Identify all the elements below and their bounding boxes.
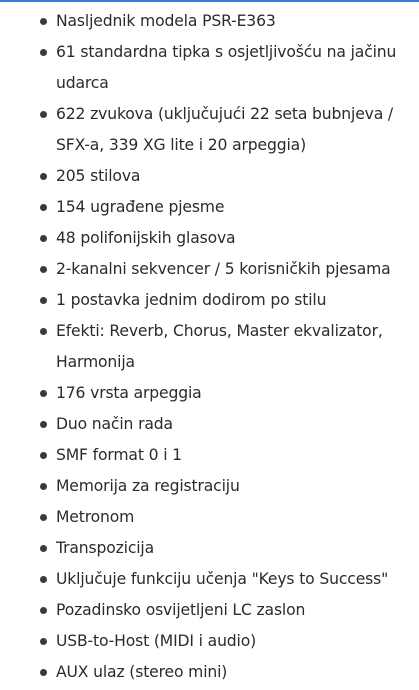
list-item-text: 154 ugrađene pjesme bbox=[56, 198, 225, 216]
list-item bbox=[0, 626, 419, 657]
bullet-icon bbox=[40, 576, 47, 583]
list-item bbox=[0, 502, 419, 533]
bullet-icon bbox=[40, 514, 47, 521]
list-item-text: Uključuje funkciju učenja "Keys to Success" bbox=[56, 570, 389, 588]
list-item bbox=[0, 440, 419, 471]
list-item-text: Efekti: Reverb, Chorus, Master ekvalizator, Harmonija bbox=[56, 322, 383, 371]
bullet-icon bbox=[40, 452, 47, 459]
list-item bbox=[0, 316, 419, 378]
list-item-text: 176 vrsta arpeggia bbox=[56, 384, 202, 402]
list-item bbox=[0, 471, 419, 502]
bullet-icon bbox=[40, 173, 47, 180]
list-item-text: 61 standardna tipka s osjetljivošću na jačinu udarca bbox=[56, 43, 397, 92]
list-item bbox=[0, 254, 419, 285]
list-item-text: Pozadinsko osvijetljeni LC zaslon bbox=[56, 601, 306, 619]
bullet-icon bbox=[40, 545, 47, 552]
list-item-text: 622 zvukova (uključujući 22 seta bubnjeva / SFX-a, 339 XG lite i 20 arpeggia) bbox=[56, 105, 394, 154]
list-item bbox=[0, 37, 419, 99]
list-item-text: SMF format 0 i 1 bbox=[56, 446, 182, 464]
list-item-text: 2-kanalni sekvencer / 5 korisničkih pjesama bbox=[56, 260, 391, 278]
list-item-text: USB-to-Host (MIDI i audio) bbox=[56, 632, 257, 650]
bullet-icon bbox=[40, 235, 47, 242]
list-item bbox=[0, 99, 419, 161]
bullet-icon bbox=[40, 18, 47, 25]
list-item-text: 1 postavka jednim dodirom po stilu bbox=[56, 291, 327, 309]
list-item-text: 48 polifonijskih glasova bbox=[56, 229, 236, 247]
list-item bbox=[0, 657, 419, 688]
list-item-text: Metronom bbox=[56, 508, 135, 526]
bullet-icon bbox=[40, 49, 47, 56]
bullet-icon bbox=[40, 328, 47, 335]
bullet-icon bbox=[40, 266, 47, 273]
top-divider bbox=[0, 0, 419, 2]
list-item bbox=[0, 595, 419, 626]
bullet-icon bbox=[40, 483, 47, 490]
list-item-text: Memorija za registraciju bbox=[56, 477, 240, 495]
list-item bbox=[0, 533, 419, 564]
list-item-text: Nasljednik modela PSR-E363 bbox=[56, 12, 276, 30]
list-item bbox=[0, 223, 419, 254]
bullet-icon bbox=[40, 111, 47, 118]
list-item-text: Duo način rada bbox=[56, 415, 173, 433]
list-item bbox=[0, 378, 419, 409]
list-item bbox=[0, 161, 419, 192]
list-item bbox=[0, 409, 419, 440]
bullet-icon bbox=[40, 297, 47, 304]
list-item bbox=[0, 285, 419, 316]
bullet-icon bbox=[40, 204, 47, 211]
list-item-text: Transpozicija bbox=[56, 539, 155, 557]
list-item-text: 205 stilova bbox=[56, 167, 141, 185]
bullet-icon bbox=[40, 607, 47, 614]
list-item bbox=[0, 564, 419, 595]
bullet-icon bbox=[40, 669, 47, 676]
bullet-icon bbox=[40, 421, 47, 428]
bullet-icon bbox=[40, 638, 47, 645]
list-item bbox=[0, 6, 419, 37]
list-item-text: AUX ulaz (stereo mini) bbox=[56, 663, 228, 681]
feature-list bbox=[0, 6, 419, 688]
bullet-icon bbox=[40, 390, 47, 397]
list-item bbox=[0, 192, 419, 223]
